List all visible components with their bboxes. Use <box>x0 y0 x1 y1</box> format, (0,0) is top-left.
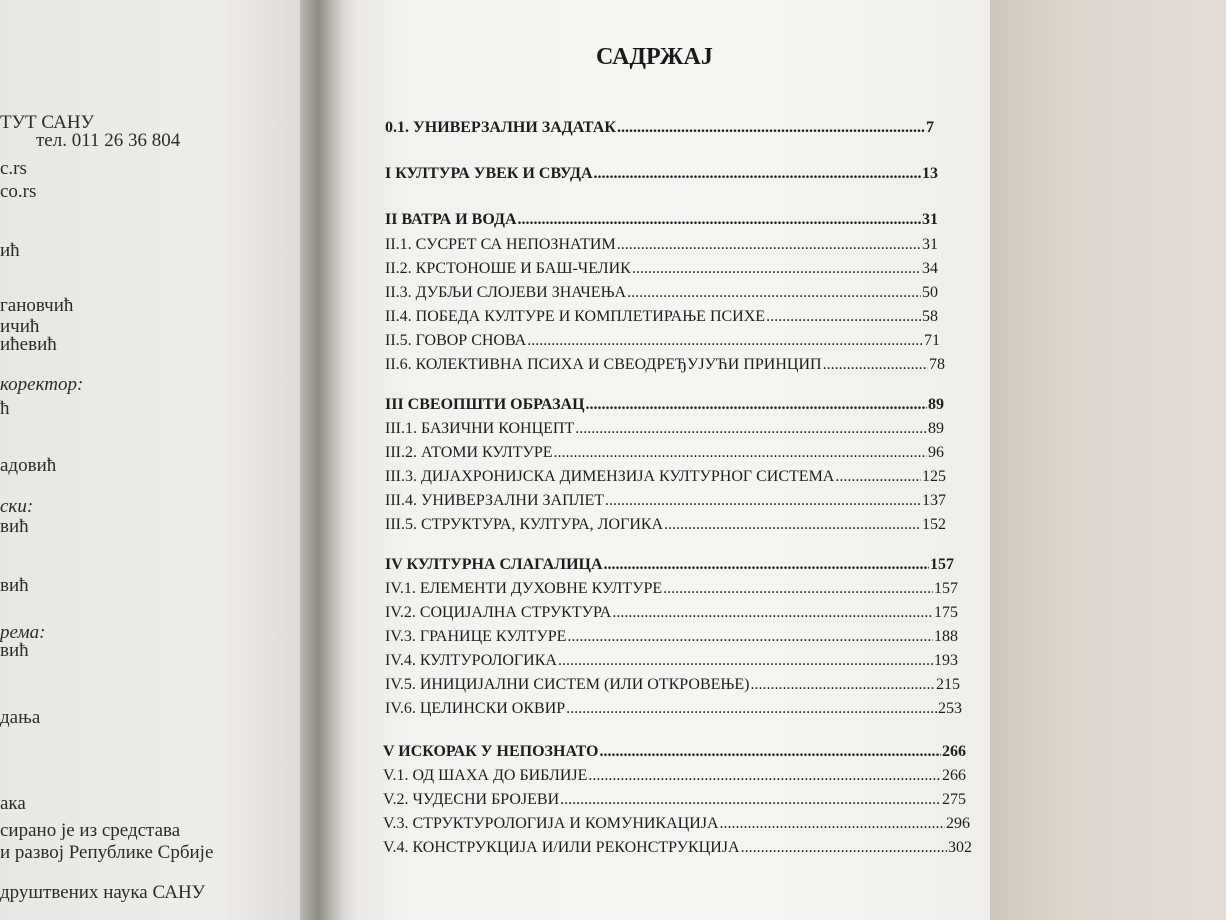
toc-entry-page: 152 <box>922 516 946 533</box>
left-page-line: вић <box>0 575 29 596</box>
toc-dot-leader <box>617 235 921 254</box>
toc-entry-label: III.3. ДИЈАХРОНИЈСКА ДИМЕНЗИЈА КУЛТУРНОГ СИСТЕМА <box>385 468 835 485</box>
toc-entry <box>383 838 972 857</box>
toc-entry-label: I КУЛТУРА УВЕК И СВУДА <box>385 165 593 182</box>
left-page-line: ићевић <box>0 334 57 355</box>
left-page-line: ћ <box>0 398 10 419</box>
toc-entry-page: 175 <box>934 604 958 621</box>
toc-entry-page: 266 <box>942 743 966 760</box>
toc-entry <box>385 355 945 374</box>
toc-entry-label: V.1. ОД ШАХА ДО БИБЛИЈЕ <box>383 767 588 784</box>
toc-dot-leader <box>558 651 933 670</box>
toc-entry-label: II.3. ДУБЉИ СЛОЈЕВИ ЗНАЧЕЊА <box>385 284 627 301</box>
toc-entry <box>385 555 954 574</box>
toc-entry-label: IV.3. ГРАНИЦЕ КУЛТУРЕ <box>385 628 567 645</box>
toc-dot-leader <box>632 259 921 278</box>
toc-dot-leader <box>766 307 921 326</box>
toc-entry-page: 188 <box>934 628 958 645</box>
left-page-line: тел. 011 26 36 804 <box>36 130 181 151</box>
toc-entry-page: 193 <box>934 652 958 669</box>
toc-entry-label: II.4. ПОБЕДА КУЛТУРЕ И КОМПЛЕТИРАЊЕ ПСИХЕ <box>385 308 766 325</box>
toc-dot-leader <box>554 443 927 462</box>
left-page-line: дања <box>0 707 41 728</box>
toc-entry <box>385 675 960 694</box>
toc-dot-leader <box>588 766 941 785</box>
toc-entry <box>385 651 958 670</box>
toc-entry-page: 58 <box>922 308 938 325</box>
toc-entry-label: IV.5. ИНИЦИЈАЛНИ СИСТЕМ (ИЛИ ОТКРОВЕЊЕ) <box>385 676 750 693</box>
toc-entry <box>385 395 944 414</box>
toc-entry-page: 125 <box>922 468 946 485</box>
toc-dot-leader <box>566 699 937 718</box>
toc-entry-page: 266 <box>942 767 966 784</box>
toc-entry-label: IV КУЛТУРНА СЛАГАЛИЦА <box>385 556 603 573</box>
toc-entry-label: II.6. КОЛЕКТИВНА ПСИХА И СВЕОДРЕЂУЈУЋИ ПРИНЦИП <box>385 356 822 373</box>
toc-entry-page: 157 <box>934 580 958 597</box>
toc-entry-label: III.1. БАЗИЧНИ КОНЦЕПТ <box>385 420 575 437</box>
toc-dot-leader <box>664 515 921 534</box>
toc-entry-label: V ИСКОРАК У НЕПОЗНАТО <box>383 743 599 760</box>
toc-entry-page: 215 <box>936 676 960 693</box>
toc-entry-label: IV.6. ЦЕЛИНСКИ ОКВИР <box>385 700 566 717</box>
toc-dot-leader <box>612 603 933 622</box>
toc-entry-page: 31 <box>922 236 938 253</box>
left-page <box>0 0 312 920</box>
toc-entry-page: 89 <box>928 420 944 437</box>
toc-entry <box>385 283 938 302</box>
left-page-line: ић <box>0 240 20 261</box>
toc-entry-label: II.2. КРСТОНОШЕ И БАШ-ЧЕЛИК <box>385 260 631 277</box>
toc-dot-leader <box>823 355 928 374</box>
toc-entry-page: 137 <box>922 492 946 509</box>
toc-dot-leader <box>605 491 921 510</box>
toc-entry <box>383 814 970 833</box>
left-page-line: вић <box>0 516 29 537</box>
toc-entry-page: 275 <box>942 791 966 808</box>
toc-entry-label: V.2. ЧУДЕСНИ БРОЈЕВИ <box>383 791 560 808</box>
left-page-line: ски: <box>0 496 34 517</box>
left-page-line: рема: <box>0 622 46 643</box>
left-page-line: ТУТ САНУ <box>0 112 95 133</box>
toc-entry-page: 50 <box>922 284 938 301</box>
toc-dot-leader <box>835 467 921 486</box>
toc-entry <box>385 307 938 326</box>
toc-entry <box>385 579 958 598</box>
toc-entry-label: III.5. СТРУКТУРА, КУЛТУРА, ЛОГИКА <box>385 516 664 533</box>
toc-entry <box>383 790 966 809</box>
left-page-line: коректор: <box>0 374 84 395</box>
background <box>960 0 1226 920</box>
toc-entry <box>385 235 938 254</box>
toc-entry <box>385 164 938 183</box>
toc-entry <box>385 699 962 718</box>
toc-dot-leader <box>617 118 925 137</box>
toc-dot-leader <box>663 579 933 598</box>
toc-entry-label: II.1. СУСРЕТ СА НЕПОЗНАТИМ <box>385 236 616 253</box>
left-page-line: и развој Републике Србије <box>0 842 214 863</box>
toc-entry-label: III СВЕОПШТИ ОБРАЗАЦ <box>385 396 585 413</box>
left-page-line: вић <box>0 640 29 661</box>
book-gutter <box>300 0 360 920</box>
toc-entry-page: 96 <box>928 444 944 461</box>
toc-dot-leader <box>627 283 921 302</box>
toc-dot-leader <box>741 838 947 857</box>
toc-dot-leader <box>527 331 923 350</box>
toc-entry <box>385 627 958 646</box>
toc-entry <box>385 331 940 350</box>
toc-entry <box>385 118 934 137</box>
toc-dot-leader <box>586 395 927 414</box>
left-page-line: сирано је из средстава <box>0 820 181 841</box>
toc-entry <box>385 491 946 510</box>
toc-entry <box>385 419 944 438</box>
toc-dot-leader <box>560 790 941 809</box>
toc-entry <box>385 515 946 534</box>
toc-entry <box>385 603 958 622</box>
toc-entry <box>385 210 938 229</box>
toc-entry-page: 7 <box>926 119 934 136</box>
page-title: САДРЖАЈ <box>596 44 713 70</box>
toc-entry-page: 13 <box>922 165 938 182</box>
toc-entry <box>383 742 966 761</box>
toc-entry-page: 34 <box>922 260 938 277</box>
toc-entry-page: 253 <box>938 700 962 717</box>
toc-entry-label: IV.4. КУЛТУРОЛОГИКА <box>385 652 557 669</box>
toc-dot-leader <box>518 210 921 229</box>
toc-entry-label: II ВАТРА И ВОДА <box>385 211 517 228</box>
left-page-line: гановчић <box>0 295 74 316</box>
left-page-line: адовић <box>0 455 57 476</box>
toc-entry-page: 78 <box>929 356 945 373</box>
toc-dot-leader <box>750 675 935 694</box>
toc-dot-leader <box>575 419 927 438</box>
toc-dot-leader <box>600 742 942 761</box>
toc-entry-page: 157 <box>930 556 954 573</box>
toc-entry-page: 302 <box>948 839 972 856</box>
left-page-line: co.rs <box>0 181 37 202</box>
toc-entry-label: IV.1. ЕЛЕМЕНТИ ДУХОВНЕ КУЛТУРЕ <box>385 580 663 597</box>
toc-dot-leader <box>604 555 929 574</box>
toc-entry-label: III.4. УНИВЕРЗАЛНИ ЗАПЛЕТ <box>385 492 605 509</box>
toc-entry-label: V.3. СТРУКТУРОЛОГИЈА И КОМУНИКАЦИЈА <box>383 815 719 832</box>
toc-entry-label: 0.1. УНИВЕРЗАЛНИ ЗАДАТАК <box>385 119 616 136</box>
toc-entry <box>385 443 944 462</box>
toc-entry <box>385 259 938 278</box>
toc-entry <box>385 467 946 486</box>
toc-entry-page: 31 <box>922 211 938 228</box>
toc-dot-leader <box>567 627 933 646</box>
toc-entry-label: IV.2. СОЦИЈАЛНА СТРУКТУРА <box>385 604 612 621</box>
toc-entry-label: III.2. АТОМИ КУЛТУРЕ <box>385 444 553 461</box>
left-page-line: ака <box>0 793 26 814</box>
left-page-line: друштвених наука САНУ <box>0 882 206 903</box>
left-page-line: ичић <box>0 316 40 337</box>
toc-entry-page: 296 <box>946 815 970 832</box>
toc-dot-leader <box>720 814 945 833</box>
toc-entry-label: II.5. ГОВОР СНОВА <box>385 332 527 349</box>
toc-entry <box>383 766 966 785</box>
toc-entry-page: 71 <box>924 332 940 349</box>
toc-entry-label: V.4. КОНСТРУКЦИЈА И/ИЛИ РЕКОНСТРУКЦИЈА <box>383 839 740 856</box>
left-page-line: c.rs <box>0 158 27 179</box>
toc-dot-leader <box>594 164 921 183</box>
toc-entry-page: 89 <box>928 396 944 413</box>
